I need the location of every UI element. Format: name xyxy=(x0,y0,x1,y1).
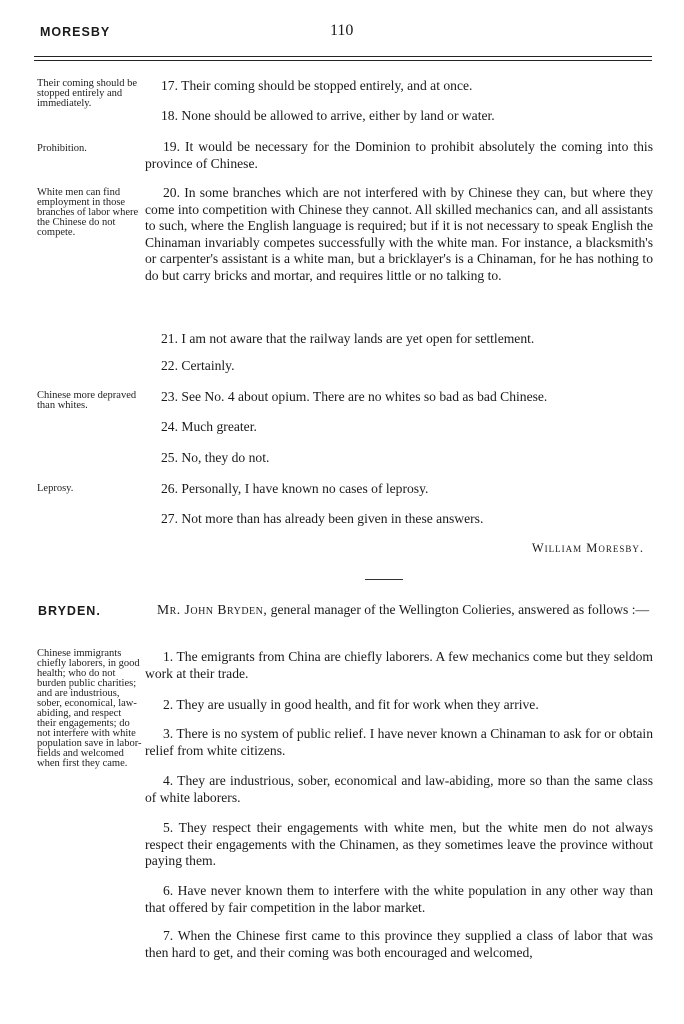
answer-25: 25. No, they do not. xyxy=(161,450,270,465)
answer-17: 17. Their coming should be stopped entirely, and at once. xyxy=(161,78,473,93)
bryden-answer-7-text: 7. When the Chinese first came to this province they supplied a class of labor that was then hard to get, and their coming was both encouraged and welcomed, xyxy=(145,928,653,960)
margin-note-bryden: Chinese immigrants chiefly laborers, in good health; who do not burden public charities; and are industrious, sober, economical, law-abiding, and respect their engagements; do not interfere with white population save in labor-fields and welcomed when first they came. xyxy=(37,648,142,769)
answer-21: 21. I am not aware that the railway lands are yet open for settlement. xyxy=(161,331,535,346)
answer-26: 26. Personally, I have known no cases of leprosy. xyxy=(161,481,429,496)
bryden-answer-6-text: 6. Have never known them to interfere with the white population in any other way than that offered by fair competition in the labor market. xyxy=(145,883,653,915)
margin-note-white-employment: White men can find employment in those branches of labor where the Chinese do not compete. xyxy=(37,187,139,238)
bryden-answer-4 xyxy=(145,773,653,806)
bryden-intro-rest: general manager of the Wellington Colieries, answered as follows :— xyxy=(267,602,650,617)
bryden-intro xyxy=(145,602,653,618)
header-rule-bottom xyxy=(34,60,652,61)
answer-19-text: 19. It would be necessary for the Dominion to prohibit absolutely the coming into this province of Chinese. xyxy=(145,139,653,171)
section-label-bryden: BRYDEN. xyxy=(38,604,101,618)
answer-20-text: 20. In some branches which are not interfered with by Chinese they can, but where they come into competition with Chinese they cannot. All skilled mechanics can, and all assistants to such, where the English language is required; but if it is not necessary to speak English the Chinaman invariably competes successfully with the white man. For instance, a blacksmith's or carpenter's assistant is a white man, but a bricklayer's is a Chinaman, for he has nothing to do but carry bricks and mortar, and requires little or no talking to. xyxy=(145,185,653,283)
answer-19 xyxy=(145,139,653,172)
bryden-answer-3 xyxy=(145,726,653,759)
bryden-answer-3-text: 3. There is no system of public relief. I have never known a Chinaman to ask for or obtain relief from white citizens. xyxy=(145,726,653,758)
margin-note-depraved: Chinese more depraved than whites. xyxy=(37,390,137,411)
bryden-answer-7 xyxy=(145,928,653,961)
bryden-answer-1-text: 1. The emigrants from China are chiefly laborers. A few mechanics come but they seldom work at their trade. xyxy=(145,649,653,681)
page-number: 110 xyxy=(330,22,354,39)
running-header: MORESBY xyxy=(40,25,111,39)
bryden-answer-2 xyxy=(145,697,653,714)
answer-24: 24. Much greater. xyxy=(161,419,257,434)
answer-23: 23. See No. 4 about opium. There are no whites so bad as bad Chinese. xyxy=(161,389,548,404)
margin-note-leprosy: Leprosy. xyxy=(37,483,74,494)
bryden-answer-4-text: 4. They are industrious, sober, economical and law-abiding, more so than the same class of white laborers. xyxy=(145,773,653,805)
bryden-answer-5-text: 5. They respect their engagements with white men, but the white men do not always respect their engagements with the Chinamen, as they sometimes leave the province without paying them. xyxy=(145,820,653,868)
bryden-answer-1 xyxy=(145,649,653,682)
signature: William Moresby. xyxy=(531,541,644,555)
margin-note-stop-coming: Their coming should be stopped entirely and immediately. xyxy=(37,78,138,109)
header-rule-top xyxy=(34,56,652,57)
answer-18: 18. None should be allowed to arrive, either by land or water. xyxy=(161,108,495,123)
bryden-answer-6 xyxy=(145,883,653,916)
answer-22: 22. Certainly. xyxy=(161,358,235,373)
answer-27: 27. Not more than has already been given in these answers. xyxy=(161,511,484,526)
bryden-answer-2-text: 2. They are usually in good health, and fit for work when they arrive. xyxy=(163,697,539,712)
answer-20 xyxy=(145,185,653,284)
section-divider xyxy=(365,579,403,580)
bryden-name: Mr. John Bryden, xyxy=(157,602,268,617)
bryden-answer-5 xyxy=(145,820,653,870)
margin-note-prohibition: Prohibition. xyxy=(37,143,87,154)
